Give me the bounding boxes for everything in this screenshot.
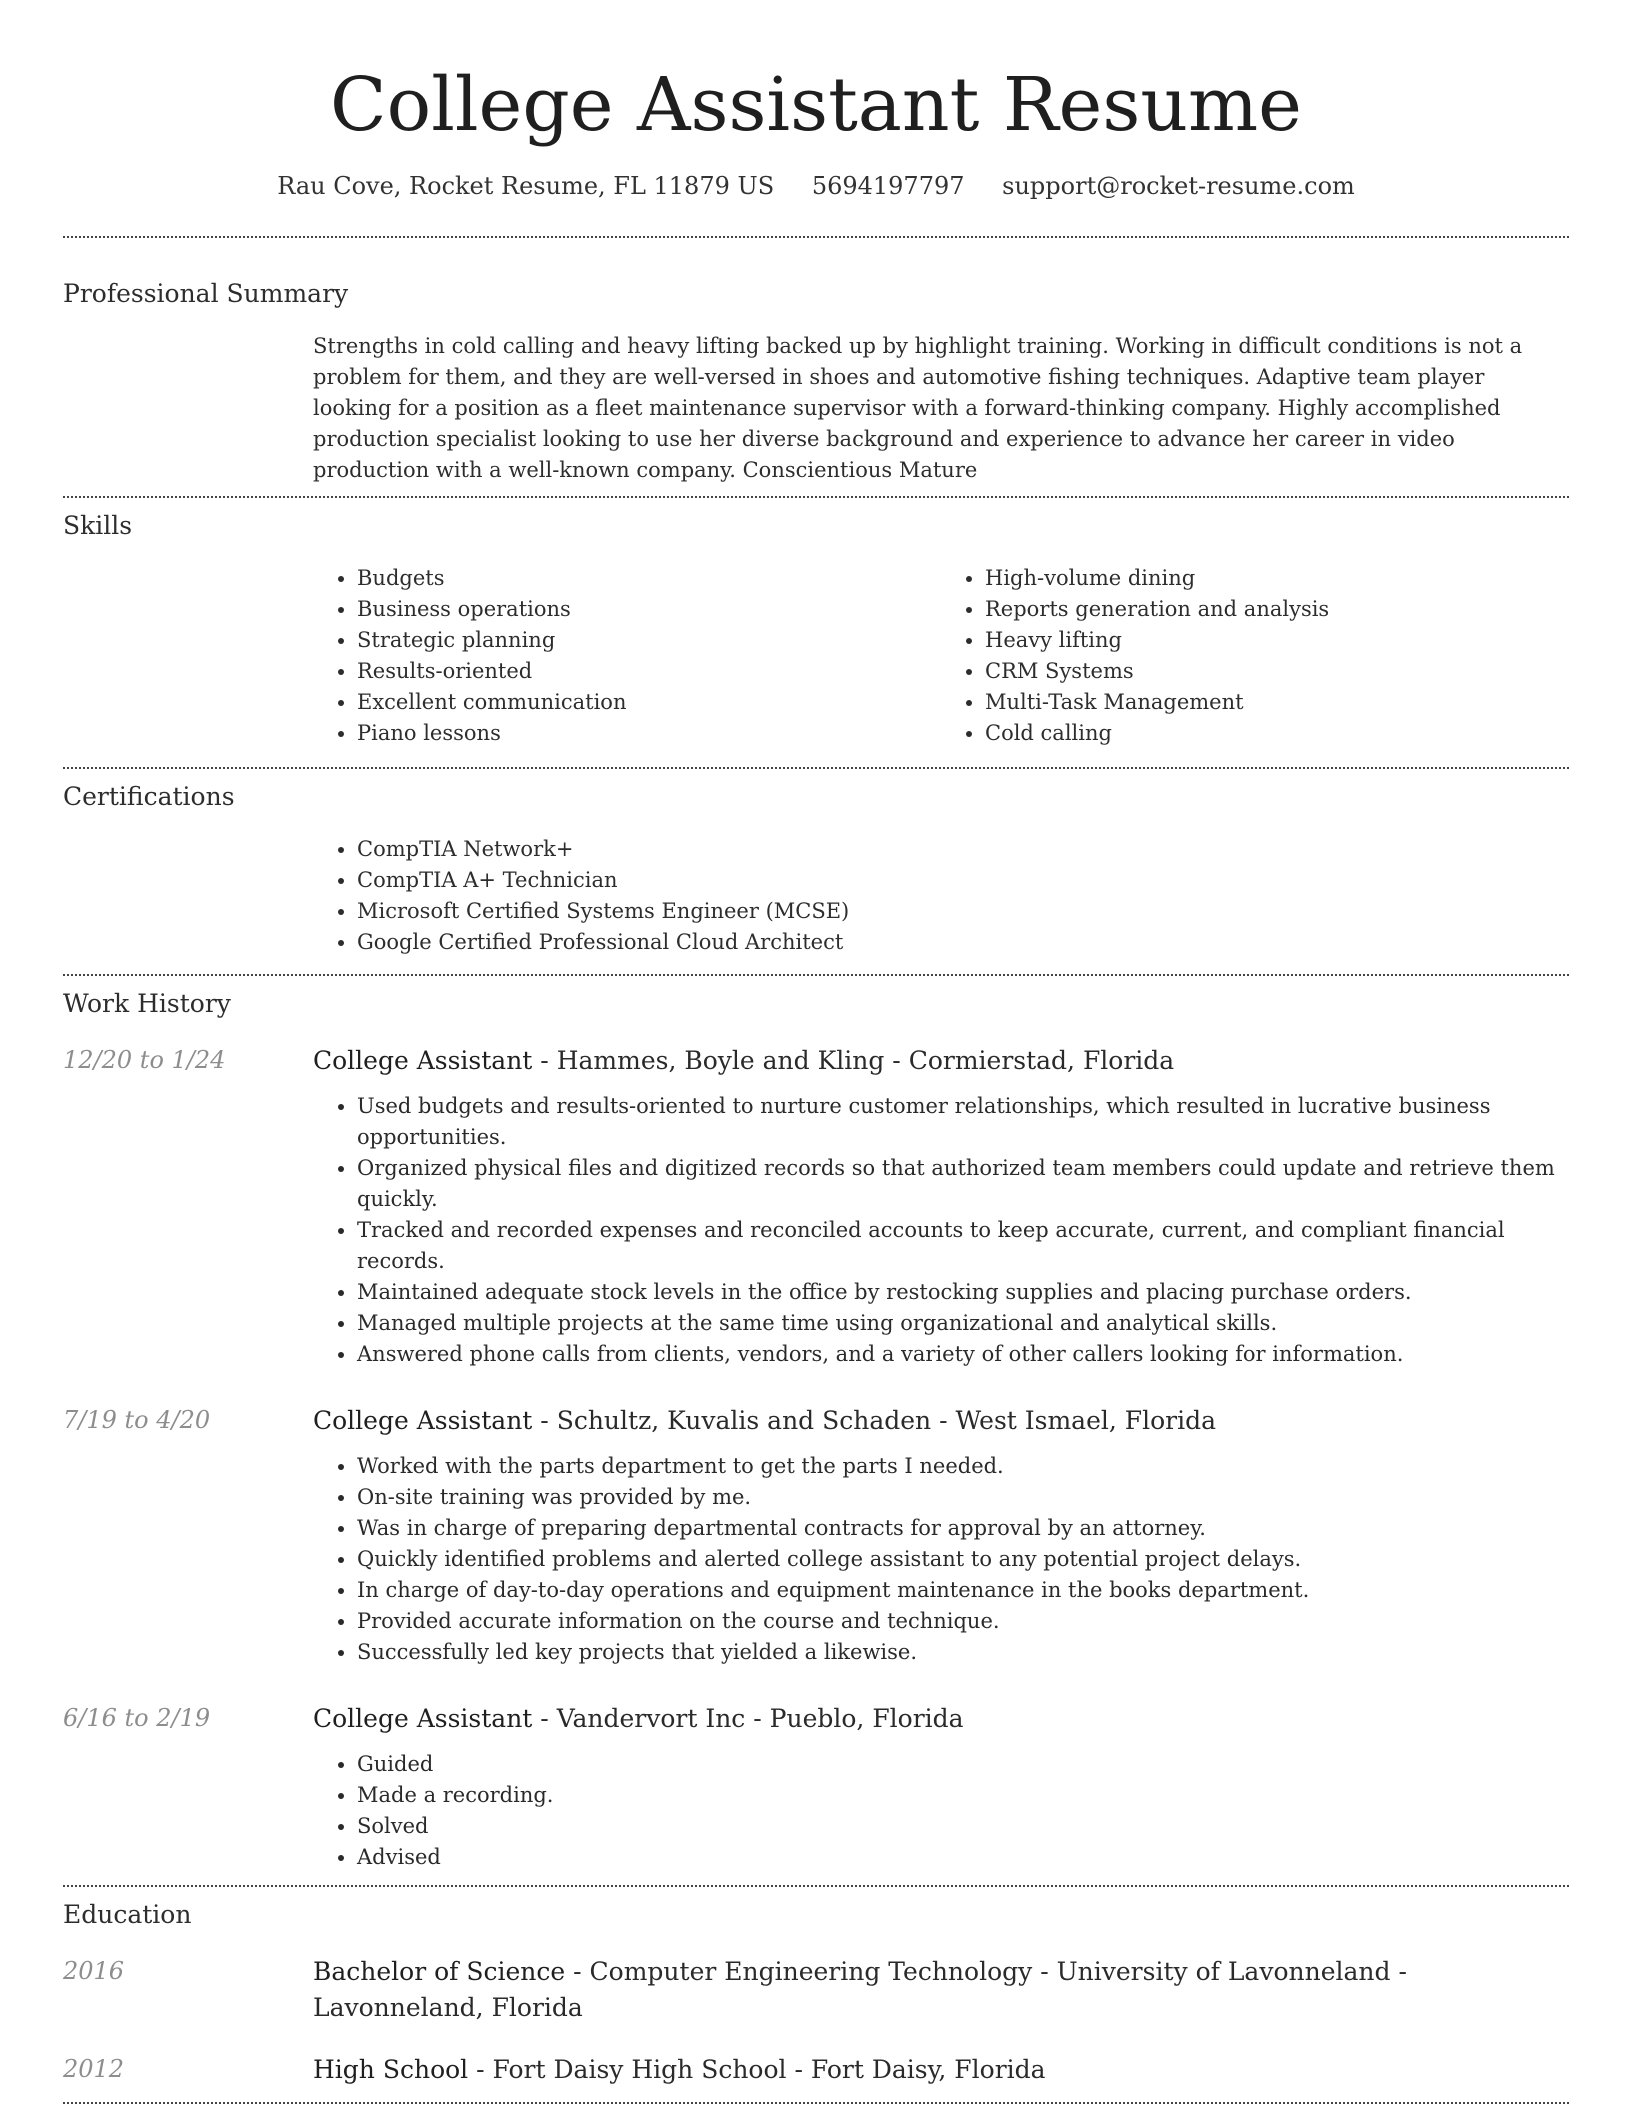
certifications-list [313,834,1569,958]
skill-item: • Budgets [357,563,941,594]
page-title: College Assistant Resume [330,62,1302,148]
job-heading [313,1043,1569,1079]
job-bullet: • In charge of day-to-day operations and equipment maintenance in the books department. [357,1575,1569,1606]
education-body [313,2052,1569,2088]
education-entry [63,1954,1569,2026]
skills-column-2 [941,563,1569,749]
education-section [63,1898,1569,2088]
contact-line [63,166,1569,206]
certification-item: • Microsoft Certified Systems Engineer (MCSE) [357,896,1569,927]
job-entry [63,1701,1569,1873]
certification-item: • Google Certified Professional Cloud Architect [357,927,1569,958]
job-bullet: • Used budgets and results-oriented to nurture customer relationships, which resulted in lucrative business opportunities. [357,1091,1569,1153]
job-bullet: • Answered phone calls from clients, vendors, and a variety of other callers looking for information. [357,1339,1569,1370]
summary-text: Strengths in cold calling and heavy lifting backed up by highlight training. Working in difficult conditions is not a problem for them, and they are well-versed in shoes and automotive fishing techniques. Adaptive team player looking for a position as a fleet maintenance supervisor with a forward-thinking company. Highly accomplished production specialist looking to use her diverse background and experience to advance her career in video production with a well-known company. Conscientious Mature [313,334,1523,482]
job-body [313,1043,1569,1370]
summary-content [313,331,1569,486]
job-bullet: • Successfully led key projects that yielded a likewise. [357,1637,1569,1668]
job-bullet: • Quickly identified problems and alerted college assistant to any potential project delays. [357,1544,1569,1575]
skill-item: • Piano lessons [357,718,941,749]
work-history-title: Work History [63,989,231,1018]
job-bullet: • Maintained adequate stock levels in the office by restocking supplies and placing purchase orders. [357,1277,1569,1308]
certifications-title: Certifications [63,782,235,811]
education-heading [313,2052,1569,2088]
education-year: 2016 [63,1957,125,1985]
job-details: - Schultz, Kuvalis and Schaden - West Ismael, Florida [532,1406,1217,1435]
job-bullet: • Provided accurate information on the course and technique. [357,1606,1569,1637]
job-bullet: • Worked with the parts department to get the parts I needed. [357,1451,1569,1482]
skills-title: Skills [63,511,133,540]
job-body [313,1403,1569,1668]
job-bullet: • Organized physical files and digitized records so that authorized team members could update and retrieve them quickly. [357,1153,1569,1215]
education-heading [313,1954,1569,2026]
work-history-section [63,987,1569,1873]
skill-item: • Heavy lifting [985,625,1569,656]
job-bullets [313,1091,1569,1370]
skill-item: • Business operations [357,594,941,625]
certification-item: • CompTIA A+ Technician [357,865,1569,896]
skill-item: • Strategic planning [357,625,941,656]
skill-item: • Excellent communication [357,687,941,718]
job-bullet: • Solved [357,1811,1569,1842]
job-bullet: • Was in charge of preparing departmental contracts for approval by an attorney. [357,1513,1569,1544]
skill-item: • Multi-Task Management [985,687,1569,718]
job-role: College Assistant [313,1406,533,1435]
job-role: College Assistant [313,1046,533,1075]
job-dates: 6/16 to 2/19 [63,1704,211,1732]
contact-email: support@rocket-resume.com [1002,172,1355,200]
job-body [313,1701,1569,1873]
certification-item: • CompTIA Network+ [357,834,1569,865]
skills-section [63,509,1569,749]
contact-address: Rau Cove, Rocket Resume, FL 11879 US [277,172,775,200]
section-divider [63,2102,1569,2104]
job-role: College Assistant [313,1704,533,1733]
job-entry [63,1043,1569,1370]
education-title: Education [63,1900,192,1929]
education-body [313,1954,1569,2026]
section-divider [63,236,1569,238]
certifications-content [313,834,1569,958]
job-bullet: • Tracked and recorded expenses and reconciled accounts to keep accurate, current, and compliant financial records. [357,1215,1569,1277]
skills-column-1 [313,563,941,749]
job-bullet: • Guided [357,1749,1569,1780]
education-degree: Bachelor of Science [313,1957,566,1986]
section-divider [63,974,1569,976]
job-heading [313,1701,1569,1737]
education-details: - Fort Daisy High School - Fort Daisy, Florida [468,2055,1046,2084]
job-bullet: • On-site training was provided by me. [357,1482,1569,1513]
skill-item: • High-volume dining [985,563,1569,594]
education-degree: High School [313,2055,469,2084]
job-bullet: • Advised [357,1842,1569,1873]
summary-title: Professional Summary [63,279,349,308]
section-divider [63,496,1569,498]
skill-item: • Reports generation and analysis [985,594,1569,625]
skill-item: • CRM Systems [985,656,1569,687]
education-entry [63,2052,1569,2088]
skills-grid [313,563,1569,749]
job-bullets [313,1451,1569,1668]
education-year: 2012 [63,2055,125,2083]
skill-item: • Results-oriented [357,656,941,687]
job-entry [63,1403,1569,1668]
job-bullet: • Managed multiple projects at the same time using organizational and analytical skills. [357,1308,1569,1339]
job-bullet: • Made a recording. [357,1780,1569,1811]
section-divider [63,767,1569,769]
section-divider [63,1885,1569,1887]
job-dates: 7/19 to 4/20 [63,1406,211,1434]
contact-phone: 5694197797 [811,172,965,200]
skill-item: • Cold calling [985,718,1569,749]
certifications-section [63,780,1569,958]
job-heading [313,1403,1569,1439]
job-bullets [313,1749,1569,1873]
job-dates: 12/20 to 1/24 [63,1046,226,1074]
summary-section [63,277,1569,486]
job-details: - Vandervort Inc - Pueblo, Florida [532,1704,964,1733]
education-details: - Computer Engineering Technology - University of Lavonneland - Lavonneland, Florida [313,1957,1407,2022]
job-details: - Hammes, Boyle and Kling - Cormierstad, Florida [532,1046,1175,1075]
